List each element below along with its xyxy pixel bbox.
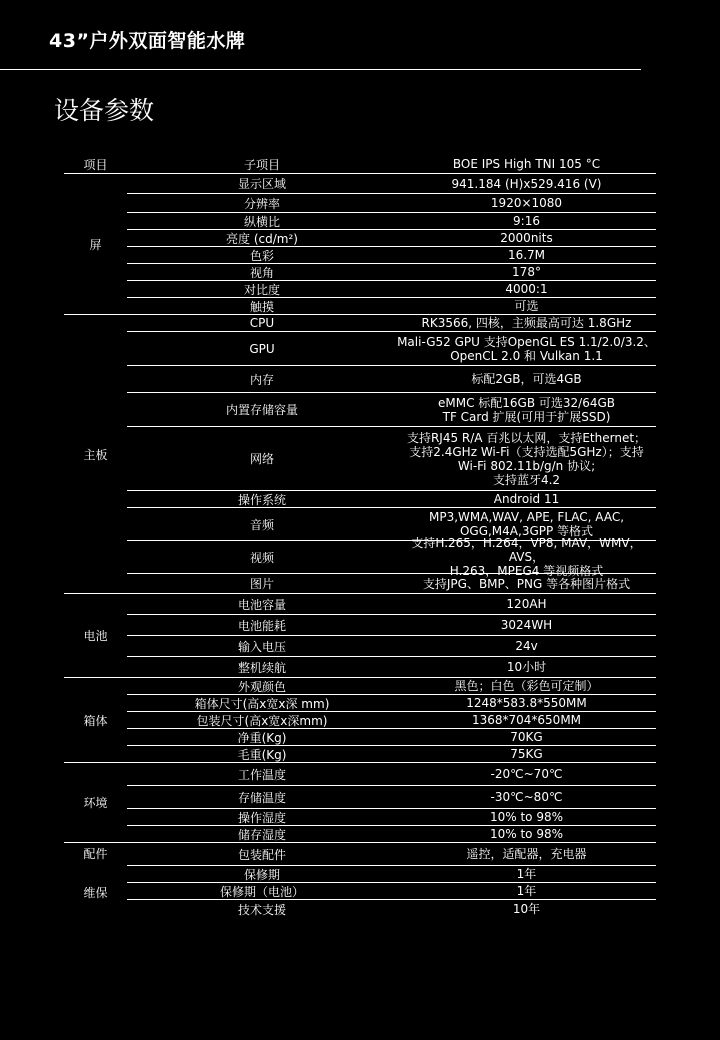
row-sub: 保修期 [243, 867, 280, 882]
row-value: 2000nits [500, 231, 553, 245]
row-sub: 电池容量 [237, 597, 286, 612]
row-value: 1年 [516, 884, 537, 898]
row-value: -20℃~70℃ [490, 767, 563, 781]
row-value: 支持JPG、BMP、PNG 等各种图片格式 [422, 576, 631, 591]
row-sub: CPU [249, 316, 275, 330]
row-value: 10% to 98% [489, 827, 564, 841]
group-environment [64, 763, 656, 843]
table-row [127, 230, 656, 247]
row-sub: 存储温度 [237, 790, 286, 805]
table-row [127, 427, 656, 491]
table-row [127, 809, 656, 826]
table-row [127, 247, 656, 264]
table-header [64, 155, 656, 174]
row-sub: 纵横比 [243, 214, 280, 229]
row-value: 10年 [512, 902, 541, 916]
row-value: 16.7M [507, 248, 546, 262]
row-value: 70KG [510, 730, 543, 744]
group-cabinet [64, 678, 656, 763]
document-title: 43”户外双面智能水牌 [49, 30, 246, 52]
row-value: 9:16 [513, 214, 540, 228]
row-sub: 输入电压 [237, 639, 286, 654]
table-row [127, 678, 656, 695]
row-sub: 操作湿度 [237, 810, 286, 825]
group-label: 配件 [83, 847, 108, 861]
row-sub: 保修期（电池） [219, 884, 304, 899]
header-item: 项目 [83, 157, 108, 172]
table-row [127, 332, 656, 366]
row-sub: 显示区域 [237, 177, 286, 191]
row-sub: 视频 [249, 550, 274, 565]
table-row [127, 264, 656, 281]
row-value: 支持H.265，H.264，VP8, MAV，WMV，AVS， H.263，MPEG4 等视频格式 [411, 536, 642, 578]
row-sub: 触摸 [249, 299, 274, 314]
table-row [127, 763, 656, 786]
row-value: 24v [515, 639, 538, 653]
header-value: BOE IPS High TNI 105 °C [452, 157, 601, 171]
header-sub: 子项目 [243, 157, 280, 172]
row-sub: 图片 [249, 577, 274, 591]
table-row [127, 366, 656, 393]
table-row [127, 315, 656, 332]
row-value: 1248*583.8*550MM [466, 696, 587, 710]
spec-table [64, 155, 656, 918]
row-value: 1年 [516, 867, 537, 881]
row-value: 1920×1080 [490, 196, 563, 210]
row-value: 3024WH [500, 618, 553, 632]
table-row [127, 594, 656, 615]
table-row [127, 866, 656, 883]
table-row [127, 712, 656, 729]
row-sub: 对比度 [243, 282, 280, 297]
row-sub: 毛重(Kg) [237, 747, 287, 762]
row-value: 75KG [510, 747, 543, 761]
row-value: 941.184 (H)x529.416 (V) [451, 176, 602, 191]
row-value: 120AH [506, 597, 547, 611]
row-sub: GPU [249, 341, 275, 356]
row-sub: 内置存储容量 [225, 403, 298, 417]
row-value: Android 11 [493, 492, 560, 506]
table-row [127, 194, 656, 213]
table-row [127, 536, 656, 578]
group-label: 维保 [83, 885, 108, 900]
row-value: 遥控，适配器，充电器 [466, 847, 587, 861]
row-sub: 包装配件 [237, 847, 286, 862]
table-row [127, 657, 656, 677]
row-sub: 工作温度 [237, 767, 286, 782]
table-row [127, 826, 656, 842]
group-label: 电池 [83, 629, 108, 643]
row-sub: 储存湿度 [237, 827, 286, 842]
row-sub: 内存 [249, 372, 274, 387]
table-row [127, 900, 656, 918]
table-row [127, 843, 656, 866]
group-screen [64, 174, 656, 315]
row-value: 178° [512, 265, 541, 279]
table-row [127, 574, 656, 593]
row-sub: 视角 [249, 265, 274, 280]
title-divider [0, 69, 641, 70]
row-value: 4000:1 [505, 282, 548, 296]
row-value: 1368*704*650MM [471, 713, 582, 727]
group-battery [64, 594, 656, 678]
row-value: 10小时 [506, 660, 547, 674]
table-row [127, 298, 656, 314]
row-sub: 网络 [249, 452, 274, 466]
row-sub: 音频 [249, 517, 274, 532]
group-label-stack [64, 843, 127, 918]
row-value: 标配2GB，可选4GB [471, 372, 582, 386]
row-sub: 包装尺寸(高x宽x深mm) [196, 713, 328, 728]
row-value: 10% to 98% [489, 810, 564, 824]
table-row [127, 393, 656, 427]
table-row [127, 695, 656, 712]
table-row [127, 729, 656, 746]
table-row [127, 174, 656, 194]
table-row [127, 281, 656, 298]
table-row [127, 213, 656, 230]
row-value: 黑色；白色（彩色可定制） [454, 679, 599, 693]
row-value: MP3,WMA,WAV, APE, FLAC, AAC, OGG,M4A,3GPP 等格式 [428, 510, 625, 538]
group-label: 箱体 [83, 713, 108, 728]
row-sub: 净重(Kg) [237, 730, 287, 745]
table-row [127, 636, 656, 657]
table-row [127, 786, 656, 809]
row-value: RK3566, 四核，主频最高可达 1.8GHz [421, 316, 632, 330]
row-sub: 箱体尺寸(高x宽x深 mm) [194, 696, 330, 711]
row-sub: 操作系统 [237, 492, 286, 507]
row-sub: 色彩 [249, 248, 274, 263]
group-accessories-warranty [64, 843, 656, 918]
row-value: eMMC 标配16GB 可选32/64GB TF Card 扩展(可用于扩展SSD) [437, 395, 615, 424]
table-row [127, 883, 656, 900]
row-value: -30℃~80℃ [490, 790, 563, 804]
row-value: 可选 [514, 299, 539, 313]
row-sub: 亮度 (cd/m²) [226, 231, 298, 246]
row-sub: 技术支援 [237, 902, 286, 917]
group-label: 环境 [83, 796, 108, 810]
row-sub: 分辨率 [243, 196, 280, 211]
table-row [127, 615, 656, 636]
group-label: 屏 [89, 237, 102, 252]
section-heading: 设备参数 [54, 96, 155, 125]
table-row [127, 491, 656, 508]
table-row [127, 746, 656, 762]
group-mainboard [64, 315, 656, 594]
row-value: Mali-G52 GPU 支持OpenGL ES 1.1/2.0/3.2、 OpenCL 2.0 和 Vulkan 1.1 [397, 334, 656, 363]
row-sub: 外观颜色 [237, 679, 286, 694]
row-sub: 整机续航 [237, 660, 286, 675]
row-sub: 电池能耗 [237, 618, 286, 633]
group-label: 主板 [83, 447, 108, 462]
row-value: 支持RJ45 R/A 百兆以太网，支持Ethernet； 支持2.4GHz Wi-Fi（支持选配5GHz）；支持 Wi-Fi 802.11b/g/n 协议; 支持蓝牙4.2 [406, 430, 647, 487]
